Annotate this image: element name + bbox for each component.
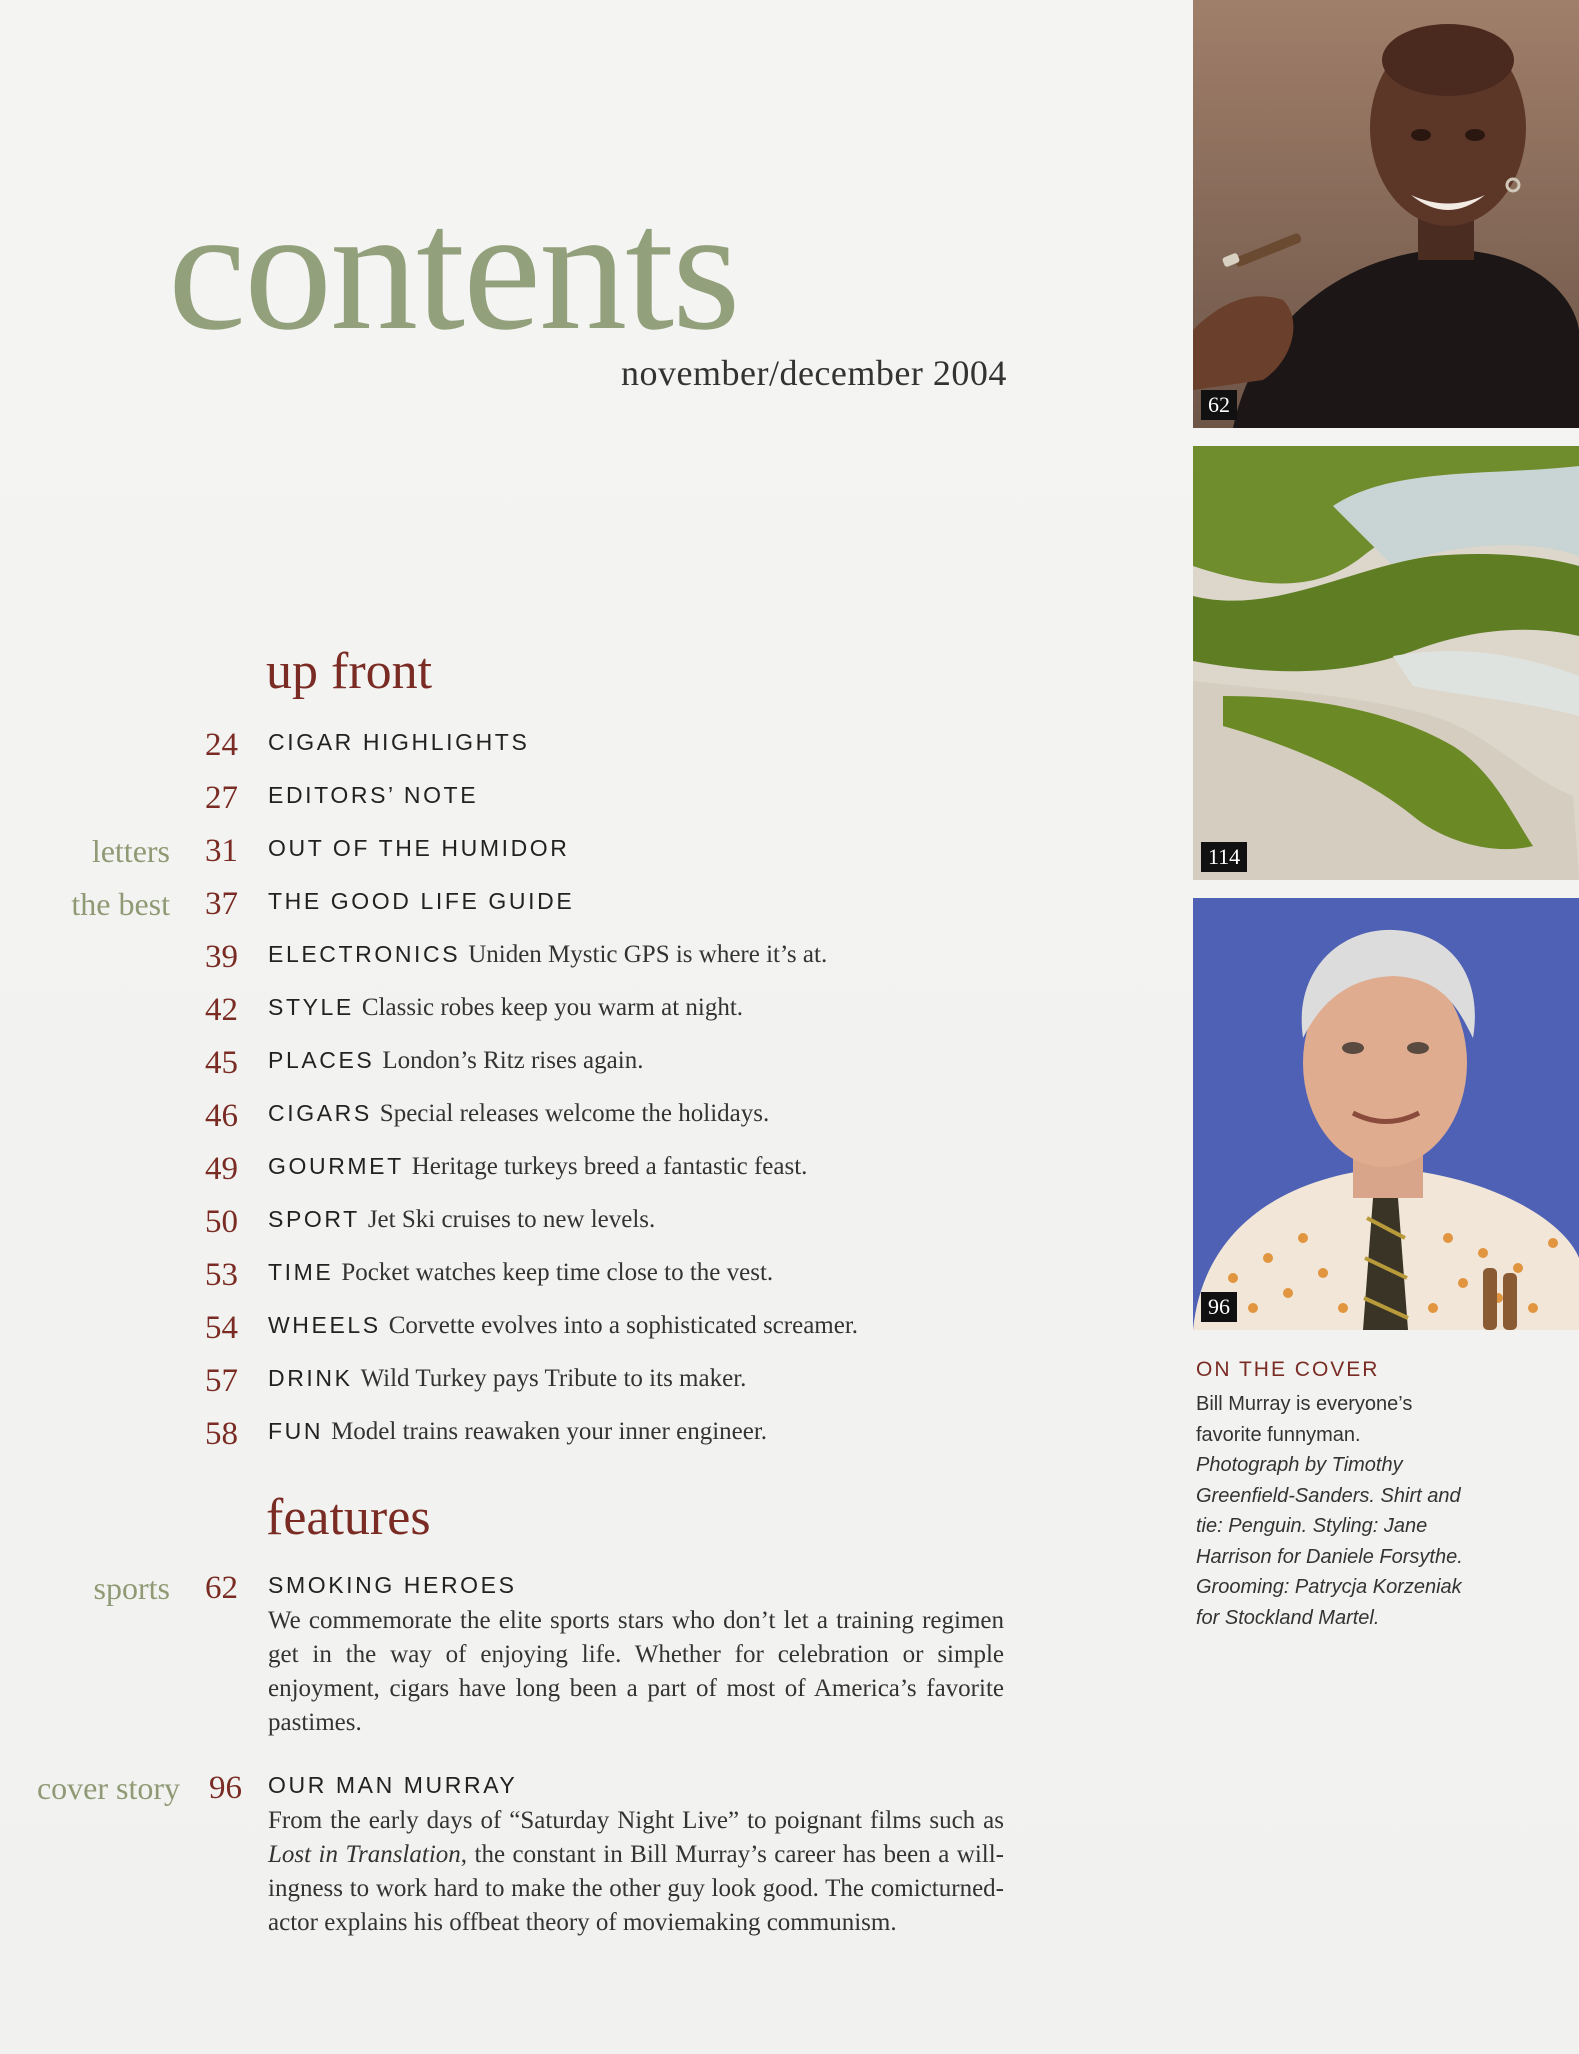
feature-description: We commemorate the elite sports stars who don’t let a training regimen get in the way of enjoying life. Whether for celebration or simple enjoyment, cigars have long been a part of most of America’s favorite pastimes. [268,1607,1004,1736]
toc-description: Classic robes keep you warm at night. [361,994,744,1021]
toc-page-number: 46 [205,1098,238,1134]
toc-category: DRINK [268,1365,353,1391]
feature-description: From the early days of “Saturday Night Live” to poignant films such as Lost in Translation, the constant in Bill Murray’s career has been a willingness to work hard to make the other guy look good. The comicturned-actor explains his offbeat theory of moviemaking communism. [268,1807,1004,1936]
toc-description: Corvette evolves into a sophisticated screamer. [388,1312,859,1339]
cover-caption-text: Bill Murray is everyone’s favorite funnyman. [1196,1393,1413,1446]
toc-category: OUT OF THE HUMIDOR [268,835,570,861]
toc-row[interactable] [0,1151,1010,1201]
toc-description: Wild Turkey pays Tribute to its maker. [360,1365,747,1392]
toc-page-number: 42 [205,992,238,1028]
toc-category: GOURMET [268,1153,404,1179]
cover-photo-credit: Photograph by Timothy Greenfield-Sanders. Shirt and tie: Penguin. Styling: Jane Harrison for Daniele Forsythe. Grooming: Patrycja Korzeniak for Stockland Martel. [1196,1454,1463,1629]
toc-row[interactable] [0,1204,1010,1254]
toc-description: London’s Ritz rises again. [382,1047,644,1074]
film-title: Lost in Translation [268,1841,461,1868]
toc-page-number: 24 [205,727,238,763]
toc-category: CIGAR HIGHLIGHTS [268,729,530,755]
feature-title: OUR MAN MURRAY [268,1772,518,1798]
feature-side-label: sports [93,1570,170,1606]
toc-page-number: 31 [205,833,238,869]
toc-description: Model trains reawaken your inner engineer. [331,1418,768,1445]
toc-description: Uniden Mystic GPS is where it’s at. [468,941,828,968]
toc-category: EDITORS’ NOTE [268,782,479,808]
toc-row[interactable] [0,1310,1010,1360]
page-title: contents [168,172,739,367]
toc-description: Pocket watches keep time close to the vest. [341,1259,774,1286]
toc-row[interactable] [0,1363,1010,1413]
section-heading-features: features [266,1489,431,1546]
toc-row[interactable] [0,1045,1010,1095]
toc-row[interactable] [0,727,1010,777]
toc-page-number: 57 [205,1363,238,1399]
toc-row[interactable] [0,992,1010,1042]
toc-page-number: 58 [205,1416,238,1452]
feature-page-number: 96 [209,1770,242,1806]
toc-page-number: 50 [205,1204,238,1240]
photo-page-badge: 114 [1201,842,1247,872]
photo-golf-course[interactable] [1193,446,1579,880]
toc-row[interactable] [0,833,1010,883]
toc-description: Jet Ski cruises to new levels. [367,1206,656,1233]
toc-page-number: 39 [205,939,238,975]
toc-category: FUN [268,1418,324,1444]
toc-category: WHEELS [268,1312,381,1338]
toc-description: Heritage turkeys breed a fantastic feast. [411,1153,808,1180]
issue-date: november/december 2004 [621,353,1007,393]
toc-category: STYLE [268,994,354,1020]
toc-category: THE GOOD LIFE GUIDE [268,888,575,914]
toc-side-label: letters [91,833,170,869]
section-heading-up-front: up front [266,643,433,700]
photo-page-badge: 96 [1201,1292,1237,1322]
toc-page-number: 45 [205,1045,238,1081]
cover-heading: ON THE COVER [1196,1358,1380,1381]
toc-page-number: 53 [205,1257,238,1293]
cover-caption [1196,1389,1466,1633]
toc-side-label: the best [71,886,170,922]
toc-row[interactable] [0,1416,1010,1466]
toc-page-number: 27 [205,780,238,816]
toc-row[interactable] [0,1257,1010,1307]
toc-row[interactable] [0,1098,1010,1148]
photo-page-badge: 62 [1201,390,1237,420]
feature-title: SMOKING HEROES [268,1572,517,1598]
toc-category: SPORT [268,1206,360,1232]
photo-bill-murray[interactable] [1193,898,1579,1330]
toc-row[interactable] [0,780,1010,830]
toc-page-number: 49 [205,1151,238,1187]
toc-row[interactable] [0,939,1010,989]
toc-category: PLACES [268,1047,375,1073]
toc-category: TIME [268,1259,334,1285]
photo-basketball-star[interactable] [1193,0,1579,428]
toc-category: CIGARS [268,1100,372,1126]
feature-side-label: cover story [36,1770,180,1806]
toc-row[interactable] [0,886,1010,936]
toc-category: ELECTRONICS [268,941,461,967]
toc-page-number: 54 [205,1310,238,1346]
toc-description: Special releases welcome the holidays. [379,1100,770,1127]
toc-page-number: 37 [205,886,238,922]
feature-page-number: 62 [205,1570,238,1606]
